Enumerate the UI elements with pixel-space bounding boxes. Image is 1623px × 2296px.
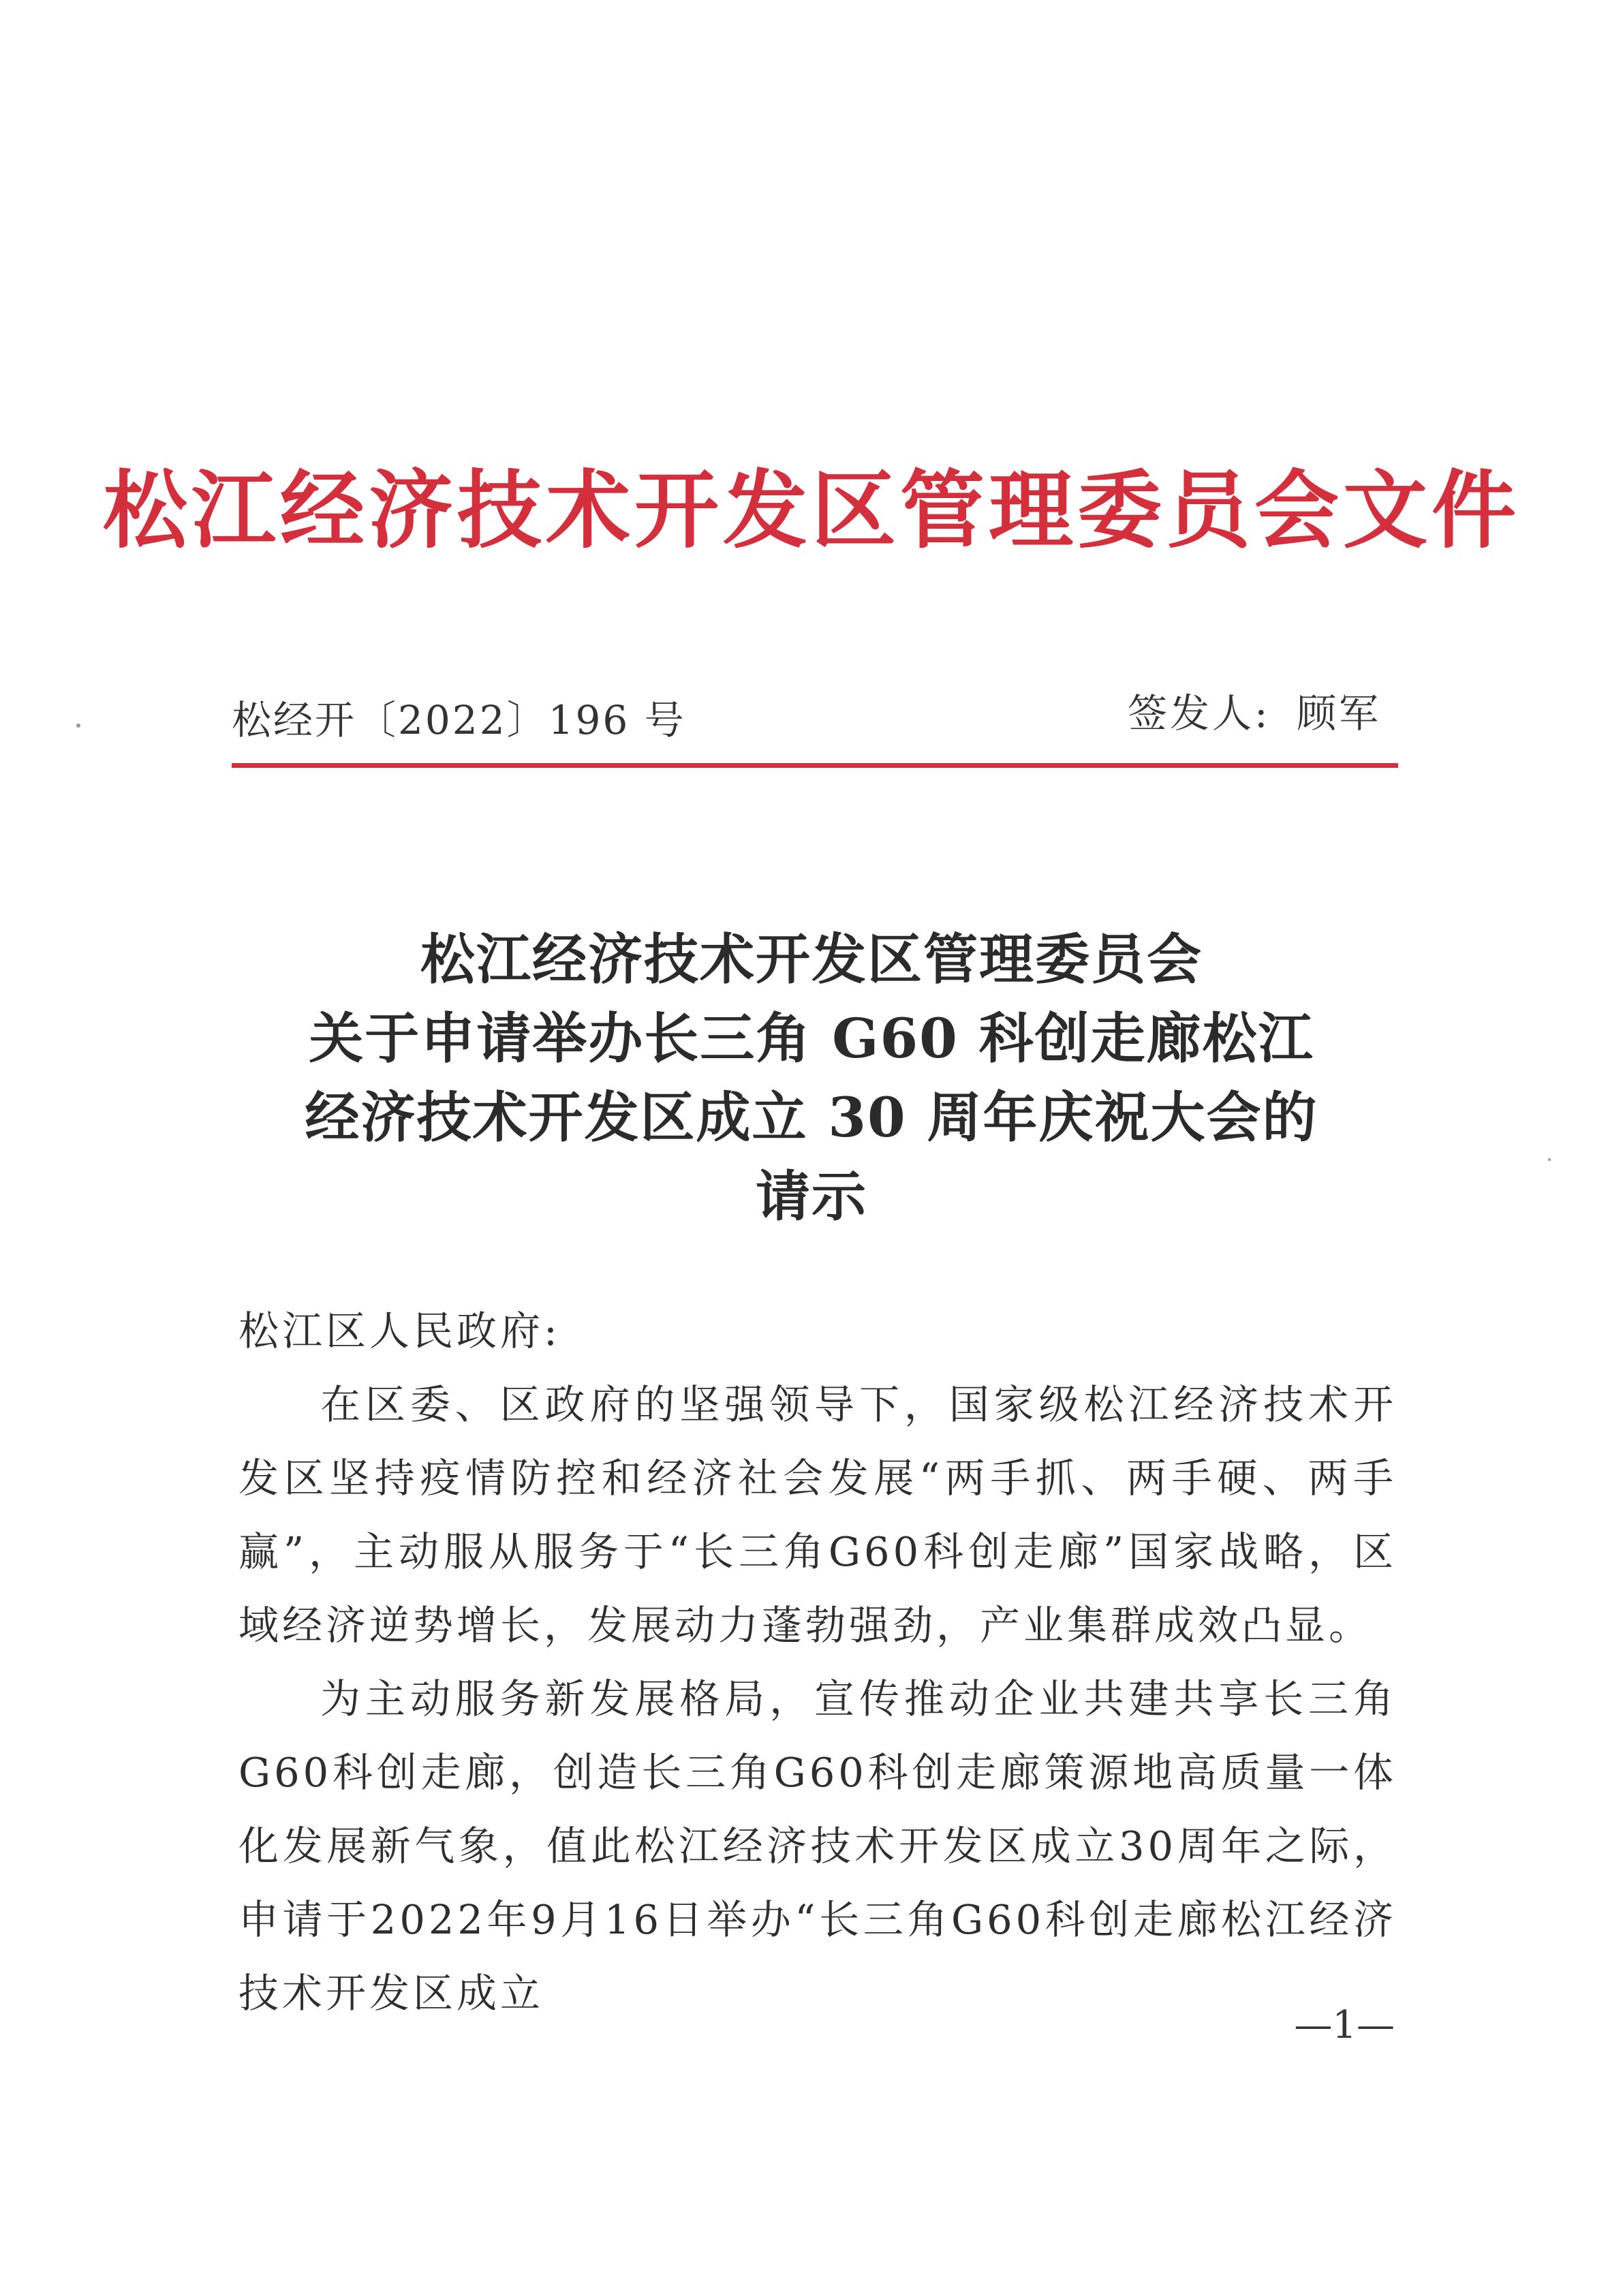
body-paragraph: 为主动服务新发展格局，宣传推动企业共建共享长三角G60科创走廊，创造长三角G60科创走廊策源地高质量一体化发展新气象，值此松江经济技术开发区成立30周年之际，申请于2022年9月16日举办“长三角G60科创走廊松江经济技术开发区成立 — [238, 1675, 1397, 2017]
signer-name: 顾军 — [1296, 690, 1381, 736]
signer-line — [1128, 681, 1381, 739]
page-number: —1— — [1294, 2003, 1395, 2047]
document-number: 松经开〔2022〕196 号 — [232, 697, 686, 743]
signer-label: 签发人: — [1128, 690, 1271, 736]
document-body — [238, 1294, 1397, 2030]
scan-speck — [1548, 1158, 1551, 1161]
title-line: 关于申请举办长三角 G60 科创走廊松江 — [309, 1006, 1314, 1070]
salutation: 松江区人民政府: — [238, 1307, 561, 1354]
title-line: 经济技术开发区成立 30 周年庆祝大会的 — [305, 1085, 1318, 1149]
title-line: 松江经济技术开发区管理委员会 — [420, 927, 1203, 991]
body-paragraph: 在区委、区政府的坚强领导下，国家级松江经济技术开发区坚持疫情防控和经济社会发展“两手抓、两手硬、两手赢”，主动服从服务于“长三角G60科创走廊”国家战略，区域经济逆势增长，发展动力蓬勃强劲，产业集群成效凸显。 — [238, 1381, 1397, 1649]
scan-speck — [76, 724, 80, 728]
issuer-header: 松江经济技术开发区管理委员会文件 — [102, 461, 1520, 560]
title-line: 请示 — [756, 1164, 867, 1228]
document-title — [0, 920, 1623, 1236]
red-divider-line — [232, 763, 1398, 768]
